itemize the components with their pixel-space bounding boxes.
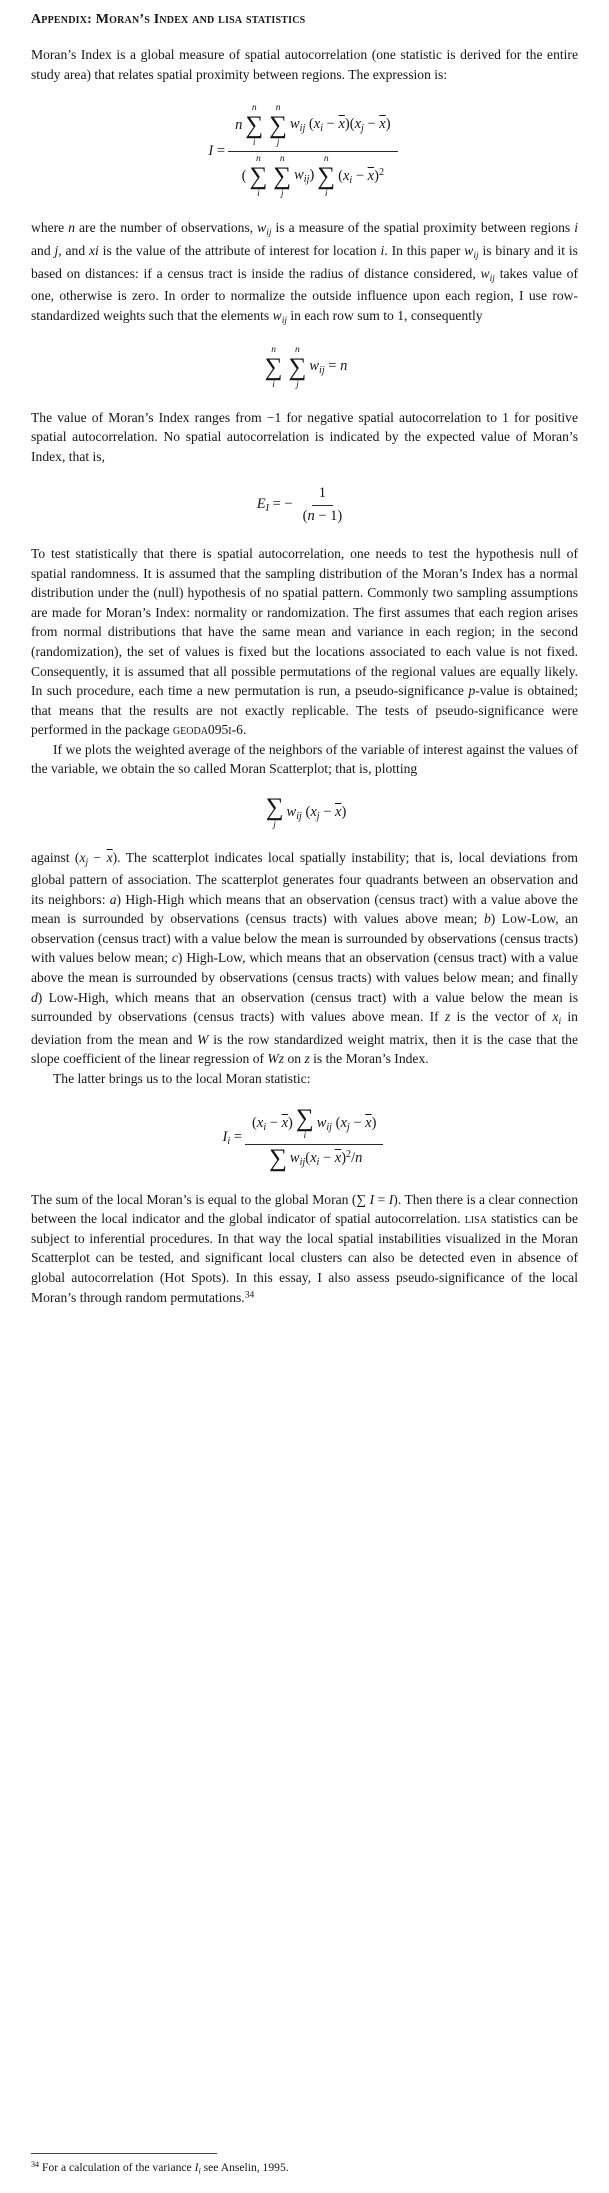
- summation-operator: ∑: [269, 1145, 287, 1172]
- text-run: w: [316, 1115, 327, 1132]
- text-run: ). The scatterplot indicates local spatially instability; that is, local deviations from global pattern of association. The scatterplot generates four quadrants between an observation and its neighbors:: [31, 849, 578, 907]
- text-run: ) Low-High, which means that an observation (census tract) with a value below the mean is surrounded by observations (census tracts) with values above mean. If: [31, 989, 578, 1025]
- summation-upper-limit: n: [323, 153, 329, 164]
- formula-term: [287, 804, 347, 823]
- paragraph-where-definitions: [31, 218, 578, 328]
- summation-lower-limit: j: [276, 137, 280, 148]
- summation-upper-limit: n: [279, 153, 285, 164]
- text-run: -value is obtained; that means that the results are not exactly replicable. The tests of pseudo-significance were performed in the package: [31, 683, 578, 738]
- text-run: For a calculation of the variance: [39, 2160, 195, 2174]
- text-run: −: [266, 1115, 282, 1132]
- text-run: x: [310, 803, 317, 820]
- text-run: z: [304, 1051, 310, 1067]
- text-run: I: [369, 1191, 375, 1207]
- text-run: ): [341, 1149, 347, 1166]
- text-run: j: [346, 1122, 350, 1134]
- text-run: j: [85, 857, 89, 868]
- text-run: =: [230, 1129, 243, 1146]
- text-run: ij: [326, 1122, 332, 1134]
- summation-lower-limit: i: [257, 188, 260, 199]
- text-run: 34: [31, 2159, 40, 2169]
- text-run: To test statistically that there is spatial autocorrelation, one needs to test the hypothesis null of spatial randomness. It is assumed that the sampling distribution of the Moran’s Index has a normal distribution under the (null) hypothesis of no spatial pattern. Commonly two sampling assumptions are made for Moran’s Index: normality or randomization. The first assumes that each region arises from normal distributions that have the same mean and variance in each region; in the second (randomization), the set of values is fixed but the locations associated to each value is not fixed. Consequently, it is assumed that all possible permutations of the regional values are equally likely. In such procedure, each time a new permutation is run, a pseudo-significance: [31, 546, 578, 699]
- text-run: E: [256, 495, 266, 512]
- text-run: $\overline{x}$: [334, 1149, 342, 1166]
- formula-local-moran: [31, 1105, 578, 1172]
- text-run: The sum of the local Moran’s is equal to the global Moran (: [31, 1191, 357, 1207]
- text-run: Moran’s Index is a global measure of spatial autocorrelation (one statistic is derived for the entire study area) that relates spatial proximity between regions. The expression is:: [31, 47, 578, 82]
- text-run: ): [288, 1115, 293, 1132]
- text-run: i: [320, 123, 324, 135]
- text-run: w: [294, 167, 304, 184]
- text-run: − 1): [314, 507, 343, 524]
- text-run: i: [316, 1156, 320, 1168]
- text-run: ij: [473, 250, 479, 261]
- formula-term: [294, 167, 314, 186]
- formula-term: [338, 167, 384, 187]
- text-run: $\overline{x}$: [106, 849, 113, 865]
- text-run: ): [309, 167, 315, 184]
- text-run: −: [352, 167, 368, 184]
- formula-term: [303, 508, 343, 525]
- text-run: c: [171, 950, 178, 966]
- text-run: where: [31, 220, 69, 236]
- text-run: against (: [31, 849, 80, 865]
- text-run: ) High-Low, which means that an observation (census tract) with a value above the mean is surrounded by observations (census tracts) with values below mean; and finally: [31, 950, 578, 985]
- text-run: =: [213, 142, 226, 159]
- text-run: ∑: [356, 1191, 370, 1207]
- fraction-numerator: [312, 483, 333, 505]
- text-run: 1: [318, 485, 327, 502]
- fraction-denominator: [235, 152, 391, 202]
- paragraph-moran-intro: [31, 45, 578, 84]
- text-run: w: [480, 265, 490, 281]
- fraction: [228, 101, 397, 201]
- text-run: j: [361, 123, 364, 135]
- text-run: are the number of observations,: [75, 220, 258, 236]
- text-run: d: [31, 989, 38, 1005]
- formula-term: [252, 1115, 293, 1134]
- text-run: $\overline{x}$: [367, 167, 375, 184]
- text-run: ij: [266, 228, 272, 239]
- text-run: i: [349, 174, 353, 186]
- text-run: ij: [303, 174, 310, 186]
- text-run: Wz: [267, 1051, 285, 1067]
- text-run: (: [252, 1115, 257, 1132]
- text-run: statistics can be subject to inferential procedures. In that way the local spatial instabilities visualized in the Moran Scatterplot can be tested, and significant local clusters can also be detected even in absence of global autocorrelation (Hot Spots). In this essay, I also assess pseudo-significance of the local Moran’s through random permutations.: [31, 1211, 578, 1305]
- text-run: ij: [296, 810, 302, 822]
- text-run: is a measure of the spatial proximity between regions: [271, 220, 575, 236]
- text-run: n: [68, 220, 76, 236]
- summation: [269, 1147, 287, 1171]
- text-run: is binary and it is based on distances: if a census tract is inside the radius of distance considered,: [31, 243, 578, 281]
- text-run: a: [109, 891, 117, 907]
- text-run: . In this paper: [384, 243, 465, 258]
- text-run: , and: [58, 243, 89, 258]
- text-run: i: [227, 1136, 231, 1148]
- text-run: )(: [344, 116, 355, 133]
- text-run: n: [355, 1149, 363, 1166]
- paragraph-quadrants: [31, 848, 578, 1069]
- text-run: 2: [378, 166, 384, 178]
- paragraph-index-range: [31, 408, 578, 467]
- formula-lhs: [208, 143, 225, 160]
- text-run: x: [354, 116, 362, 133]
- text-run: 34: [244, 1289, 255, 1300]
- text-run: x: [79, 849, 86, 865]
- summation-lower-limit: i: [252, 137, 256, 148]
- footnote-divider: [31, 2153, 217, 2154]
- text-run: $\overline{x}$: [379, 116, 386, 133]
- summation-upper-limit: n: [256, 153, 261, 164]
- text-run: w: [272, 307, 282, 323]
- text-run: i: [380, 243, 385, 258]
- summation: [273, 154, 291, 200]
- summation-lower-limit: j: [280, 188, 284, 199]
- text-run: x: [340, 1115, 347, 1132]
- text-run: i: [263, 1122, 267, 1134]
- text-run: n: [307, 507, 315, 524]
- fraction-denominator: [296, 506, 350, 527]
- fraction: [245, 1105, 383, 1172]
- formula-term: [235, 117, 242, 134]
- summation: [249, 154, 267, 200]
- text-run: −: [323, 116, 339, 133]
- text-run: w: [257, 220, 267, 236]
- paragraph-local-moran-intro: [31, 1069, 578, 1089]
- text-run: ij: [489, 273, 495, 284]
- text-run: x: [256, 1115, 264, 1132]
- summation: [265, 793, 284, 831]
- whitespace-spacer: [31, 1307, 578, 2153]
- text-run: in each row sum to 1, consequently: [286, 307, 483, 323]
- text-run: ): [385, 116, 391, 133]
- text-run: −: [363, 116, 380, 133]
- text-run: ): [341, 803, 347, 820]
- text-run: takes value of one, otherwise is zero. In order to normalize the outside influence upon each region, I use row-standardized weights such that the elements: [31, 265, 579, 323]
- fraction-denominator: [259, 1145, 369, 1173]
- paragraph-lisa-conclusion: [31, 1190, 578, 1307]
- paragraph-scatterplot-intro: [31, 740, 578, 779]
- text-run: 2: [346, 1148, 352, 1160]
- formula-expected-value: [31, 483, 578, 527]
- text-run: n: [340, 358, 348, 375]
- text-run: i: [558, 1016, 562, 1027]
- text-run: is the Moran’s Index.: [309, 1051, 429, 1067]
- summation-operator: ∑: [273, 162, 292, 190]
- summation: [296, 1107, 314, 1142]
- text-run: (: [338, 167, 343, 184]
- text-run: j: [54, 243, 59, 258]
- text-run: w: [286, 803, 297, 820]
- text-run: p: [468, 683, 476, 699]
- text-run: on: [284, 1051, 305, 1067]
- text-run: I: [388, 1191, 394, 1207]
- text-run: I: [222, 1129, 228, 1146]
- formula-lhs: [257, 496, 293, 515]
- text-run: x: [342, 167, 350, 184]
- text-run: ij: [299, 123, 306, 135]
- summation-upper-limit: n: [251, 103, 257, 114]
- text-run: lisa: [464, 1211, 487, 1227]
- text-run: i: [574, 220, 578, 236]
- formula-term: [309, 358, 347, 377]
- text-run: ) Low-Low, an observation (census tract) with a value below the mean is surrounded by observations (census tracts) with values below mean;: [31, 911, 578, 966]
- summation-operator: ∑: [295, 1105, 314, 1133]
- text-run: j: [316, 810, 320, 822]
- summation-operator: ∑: [317, 162, 336, 190]
- text-run: ij: [299, 1156, 306, 1168]
- text-run: $\overline{x}$: [281, 1115, 289, 1132]
- text-run: = −: [269, 495, 293, 512]
- summation: [317, 154, 335, 200]
- text-run: ): [371, 1115, 377, 1132]
- text-run: w: [309, 358, 319, 375]
- text-run: (: [241, 167, 247, 184]
- summation-lower-limit: j: [273, 819, 276, 830]
- text-run: −: [88, 849, 107, 865]
- text-run: W: [197, 1031, 209, 1047]
- text-run: −: [319, 1149, 335, 1166]
- text-run: b: [483, 911, 491, 927]
- text-run: ij: [281, 315, 287, 326]
- formula-term: [317, 1115, 377, 1134]
- text-run: I: [265, 502, 269, 514]
- text-run: (: [302, 507, 308, 524]
- summation: [269, 103, 287, 149]
- summation: [245, 103, 263, 149]
- summation-upper-limit: n: [275, 103, 281, 114]
- text-run: see Anselin, 1995.: [200, 2160, 289, 2174]
- summation: [289, 345, 307, 391]
- formula-lhs: [223, 1129, 242, 1148]
- text-run: =: [374, 1191, 389, 1207]
- text-run: is the row standardized weight matrix, then it is the case that the slope coefficient of the linear regression of: [31, 1031, 578, 1067]
- summation-operator: ∑: [264, 354, 283, 382]
- formula-row-sum: [31, 345, 578, 391]
- text-run: w: [289, 1149, 300, 1166]
- text-run: ): [374, 167, 379, 184]
- fraction: [296, 483, 350, 527]
- footnote-text: [31, 2159, 578, 2177]
- summation-operator: ∑: [269, 112, 287, 140]
- text-run: and: [31, 243, 55, 258]
- text-run: −: [319, 803, 336, 820]
- text-run: n: [235, 117, 243, 134]
- summation: [265, 345, 283, 391]
- appendix-title: Appendix: Moran’s Index and lisa statistics: [31, 12, 306, 27]
- text-run: (: [305, 116, 314, 133]
- text-run: xi: [89, 243, 99, 258]
- summation-upper-limit: n: [295, 345, 300, 356]
- text-run: ). Then there is a clear connection between the local indicator and the global indicator of spatial autocorrelation.: [31, 1191, 579, 1227]
- text-run: x: [552, 1009, 559, 1025]
- summation-lower-limit: i: [272, 379, 275, 390]
- summation-operator: ∑: [265, 793, 284, 821]
- formula-term: [290, 1149, 362, 1169]
- paragraph-hypothesis-testing: [31, 544, 578, 740]
- text-run: (: [332, 1115, 341, 1132]
- text-run: ij: [319, 365, 325, 377]
- text-run: $\overline{x}$: [338, 116, 345, 133]
- text-run: $\overline{x}$: [365, 1115, 372, 1132]
- formula-term: [242, 168, 247, 185]
- text-run: w: [289, 116, 300, 133]
- text-run: −: [349, 1115, 366, 1132]
- text-run: x: [313, 116, 321, 133]
- summation-upper-limit: n: [271, 345, 276, 356]
- summation-lower-limit: j: [296, 379, 299, 390]
- formula-morans-index: [31, 101, 578, 201]
- text-run: ) High-High which means that an observation (census tract) with a value above the mean is surrounded by observations (census tracts) with values above mean;: [31, 891, 579, 927]
- formula-spatial-lag: [31, 793, 578, 831]
- fraction-numerator: [245, 1105, 383, 1145]
- text-run: =: [324, 358, 341, 375]
- formula-term: [319, 485, 326, 502]
- text-run: geoda095i-6: [172, 722, 243, 738]
- text-run: in deviation from the mean and: [31, 1009, 578, 1047]
- text-run: is the vector of: [450, 1009, 553, 1025]
- text-run: The value of Moran’s Index ranges from −1 for negative spatial autocorrelation to 1 for positive spatial autocorrelation. No spatial autocorrelation is indicated by the expected value of Moran’s Index, that is,: [31, 409, 578, 464]
- text-run: (: [301, 803, 311, 820]
- text-run: i: [198, 2166, 201, 2176]
- text-run: is the value of the attribute of interest for location: [98, 243, 381, 258]
- text-run: w: [464, 243, 474, 258]
- summation-operator: ∑: [249, 162, 268, 190]
- fraction-numerator: [228, 101, 397, 152]
- summation-operator: ∑: [288, 354, 307, 382]
- text-run: z: [444, 1009, 451, 1025]
- text-run: /: [351, 1149, 356, 1166]
- text-run: $\overline{x}$: [335, 803, 342, 820]
- summation-lower-limit: i: [303, 1131, 307, 1142]
- text-run: x: [310, 1149, 317, 1166]
- summation-operator: ∑: [245, 112, 264, 140]
- text-run: The latter brings us to the local Moran statistic:: [53, 1070, 311, 1086]
- summation-lower-limit: i: [324, 188, 328, 199]
- text-run: (: [305, 1149, 311, 1166]
- formula-term: [290, 116, 391, 135]
- text-run: I: [194, 2160, 199, 2174]
- text-run: .: [242, 722, 247, 738]
- text-run: If we plots the weighted average of the neighbors of the variable of interest against the values of the variable, we obtain the so called Moran Scatterplot; that is, plotting: [31, 741, 578, 777]
- text-run: I: [208, 142, 214, 159]
